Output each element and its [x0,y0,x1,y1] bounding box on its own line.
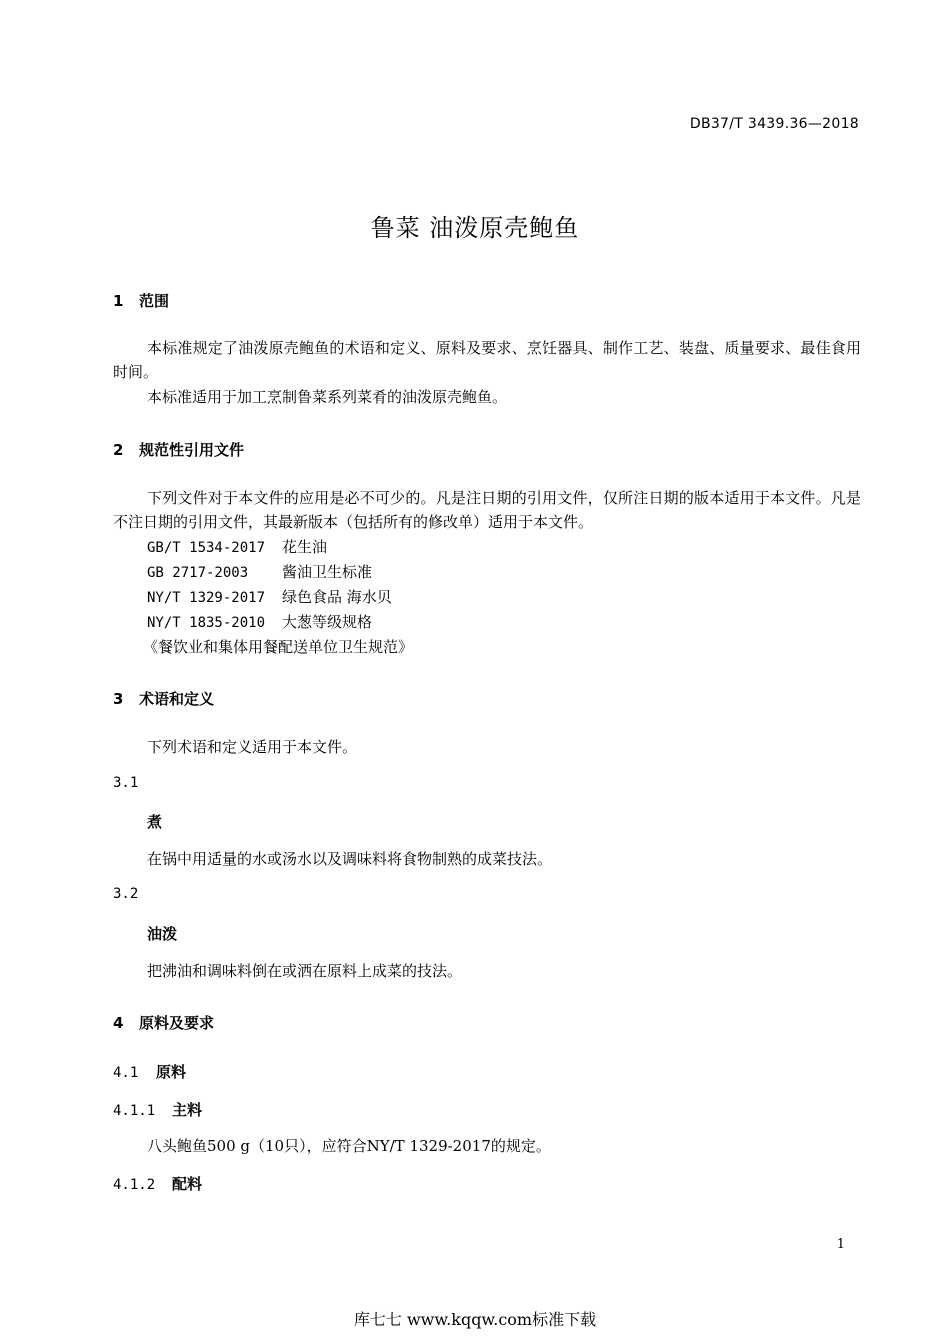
reference-name: 花生油 [282,538,328,556]
reference-item [147,586,392,607]
section-title: 原料及要求 [139,1014,215,1032]
subsection-number: 4.1 [113,1065,139,1081]
subsection-number: 4.1.2 [113,1177,156,1193]
reference-name: 绿色食品 海水贝 [282,588,392,606]
term-definition: 在锅中用适量的水或汤水以及调味料将食物制熟的成菜技法。 [147,850,553,868]
term-number: 3.2 [113,886,139,902]
subsection-heading [113,1061,186,1082]
term-name: 油泼 [147,925,178,943]
reference-item [147,561,372,582]
reference-item [147,536,327,557]
section-heading-references [113,439,244,460]
footer-watermark: 库七七 www.kqqw.com标准下载 [353,1310,597,1329]
section-heading-terms [113,688,214,709]
reference-name: 酱油卫生标准 [282,563,373,581]
section-title: 术语和定义 [139,690,215,708]
subsection-title: 主料 [172,1101,203,1119]
section-number: 4 [113,1014,124,1032]
section-title: 规范性引用文件 [139,441,245,459]
term-definition: 把沸油和调味料倒在或洒在原料上成菜的技法。 [147,962,463,980]
section-number: 1 [113,292,124,310]
reference-code: GB 2717-2003 [147,565,249,581]
document-title: 鲁菜 油泼原壳鲍鱼 [370,214,580,242]
term-name: 煮 [147,813,163,831]
reference-extra: 《餐饮业和集体用餐配送单位卫生规范》 [143,638,414,656]
reference-code: NY/T 1835-2010 [147,615,266,631]
term-number: 3.1 [113,775,139,791]
main-ingredient-text: 八头鲍鱼500 g（10只），应符合NY/T 1329-2017的规定。 [147,1137,551,1155]
subsection-heading [113,1099,202,1120]
page-number: 1 [836,1237,845,1252]
references-intro: 下列文件对于本文件的应用是必不可少的。凡是注日期的引用文件，仅所注日期的版本适用于本文件。凡是不注日期的引用文件，其最新版本（包括所有的修改单）适用于本文件。 [113,489,861,531]
subsection-title: 原料 [156,1063,187,1081]
subsection-number: 4.1.1 [113,1103,156,1119]
reference-item [147,611,372,632]
subsection-heading [113,1173,202,1194]
scope-paragraph-1: 本标准规定了油泼原壳鲍鱼的术语和定义、原料及要求、烹饪器具、制作工艺、装盘、质量要求、最佳食用时间。 [113,339,861,381]
section-heading-scope [113,290,169,311]
subsection-title: 配料 [172,1175,203,1193]
reference-name: 大葱等级规格 [282,613,373,631]
section-number: 3 [113,690,124,708]
section-number: 2 [113,441,124,459]
section-heading-materials [113,1012,214,1033]
terms-intro: 下列术语和定义适用于本文件。 [147,738,358,756]
reference-code: NY/T 1329-2017 [147,590,266,606]
document-number: DB37/T 3439.36—2018 [689,116,859,132]
scope-paragraph-2: 本标准适用于加工烹制鲁菜系列菜肴的油泼原壳鲍鱼。 [147,388,508,406]
reference-code: GB/T 1534-2017 [147,540,266,556]
section-title: 范围 [139,292,170,310]
